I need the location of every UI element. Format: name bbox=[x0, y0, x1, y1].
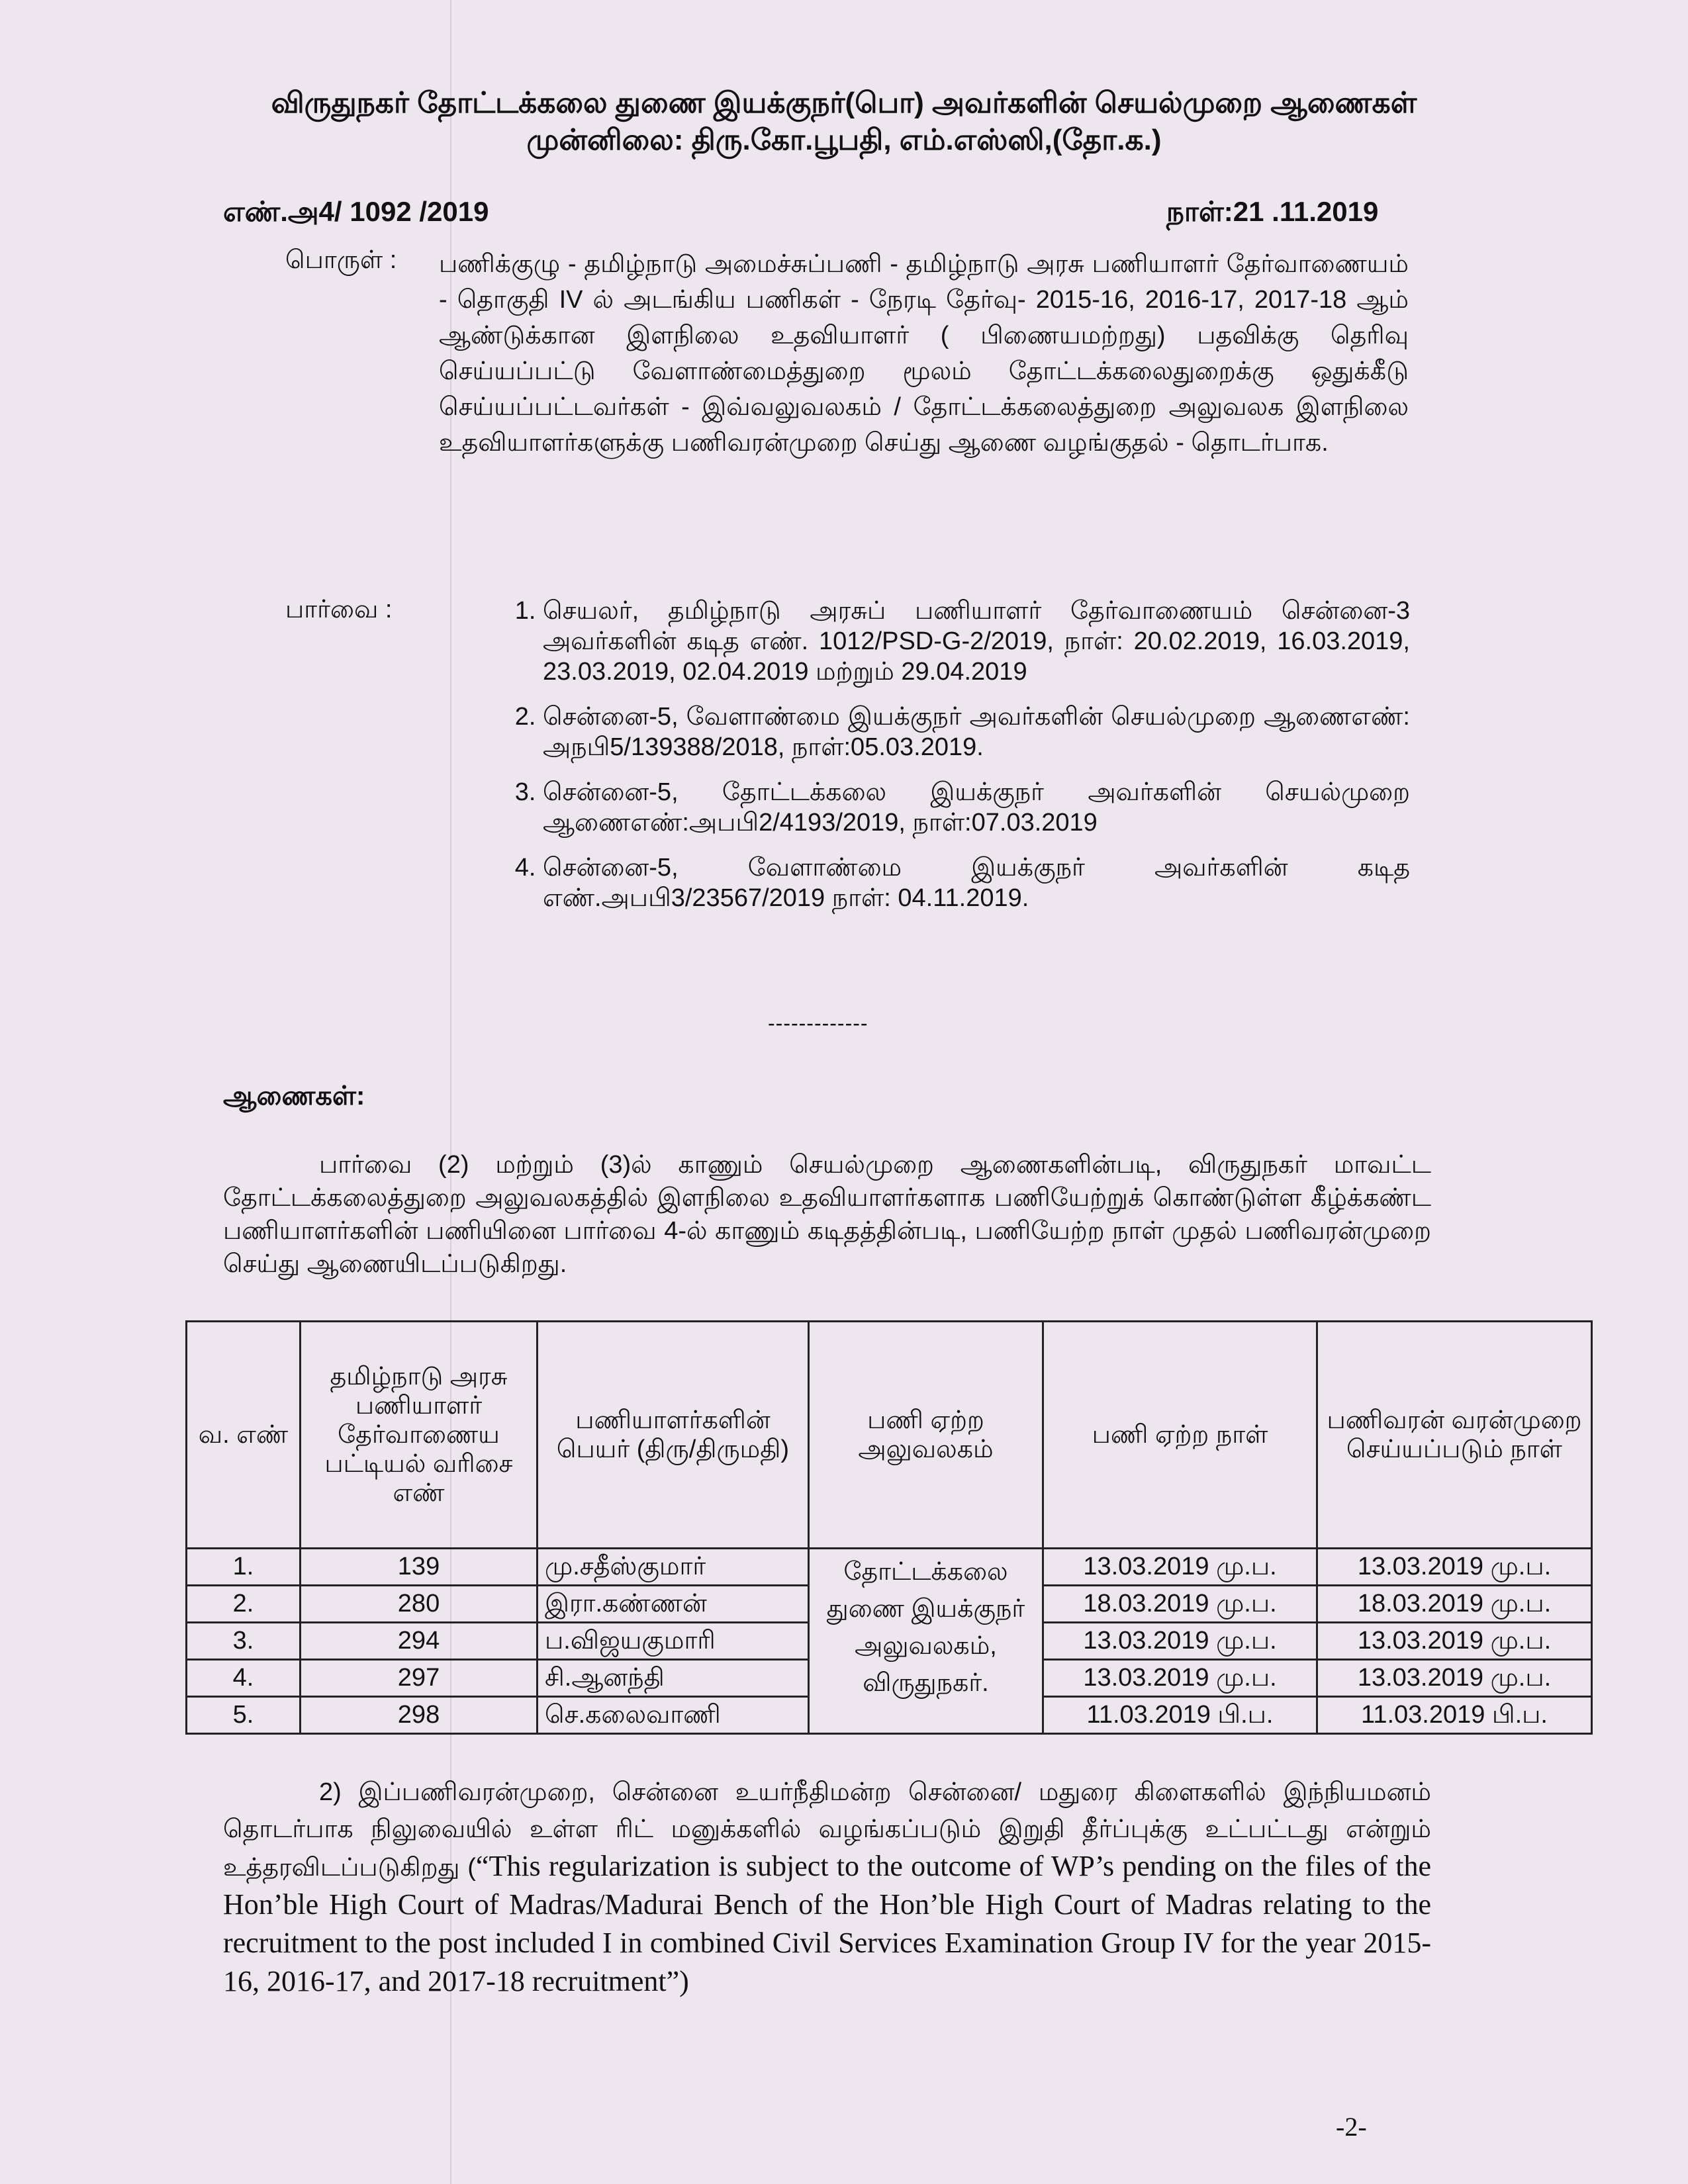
header-rank: தமிழ்நாடு அரசு பணியாளர் தேர்வாணைய பட்டியல் வரிசை எண் bbox=[301, 1322, 538, 1549]
cell-serial: 1. bbox=[187, 1549, 301, 1586]
cell-serial: 5. bbox=[187, 1697, 301, 1734]
cell-name: மு.சதீஸ்குமார் bbox=[538, 1549, 809, 1586]
orders-paragraph-1: பார்வை (2) மற்றும் (3)ல் காணும் செயல்முறை ஆணைகளின்படி, விருதுநகர் மாவட்ட தோட்டக்கலைத்துறை அலுவலகத்தில் இளநிலை உதவியாளர்களாக பணியேற்றுக் கொண்டுள்ள கீழ்க்கண்ட பணியாளர்களின் பணியினை பார்வை 4-ல் காணும் கடிதத்தின்படி, பணியேற்ற நாள் முதல் பணிவரன்முறை செய்து ஆணையிடப்படுகிறது. bbox=[223, 1151, 1431, 1278]
paragraph-2-tamil: 2) இப்பணிவரன்முறை, சென்னை உயர்நீதிமன்ற சென்னை/ மதுரை கிளைகளில் இந்நியமனம் தொடர்பாக நிலுவையில் உள்ள ரிட் மனுக்களில் வழங்கப்படும் இறுதி தீர்ப்புக்கு உட்பட்டது என்றும் உத்தரவிடப்படுகிறது ( bbox=[223, 1778, 1431, 1882]
cell-office: தோட்டக்கலை துணை இயக்குநர் அலுவலகம், விருதுநகர். bbox=[809, 1549, 1043, 1734]
header-joined: பணி ஏற்ற நாள் bbox=[1043, 1322, 1317, 1549]
cell-regularized: 18.03.2019 மு.ப. bbox=[1317, 1586, 1592, 1623]
regularization-table bbox=[185, 1320, 1593, 1735]
header-serial: வ. எண் bbox=[187, 1322, 301, 1549]
cell-rank: 297 bbox=[301, 1660, 538, 1697]
cell-rank: 294 bbox=[301, 1623, 538, 1660]
cell-rank: 298 bbox=[301, 1697, 538, 1734]
references-list bbox=[493, 596, 1410, 928]
table-header-row bbox=[187, 1322, 1592, 1549]
cell-regularized: 13.03.2019 மு.ப. bbox=[1317, 1660, 1592, 1697]
header-name: பணியாளர்களின் பெயர் (திரு/திருமதி) bbox=[538, 1322, 809, 1549]
paragraph-2-english: “This regularization is subject to the outcome of WP’s pending on the files of the Hon’ble High Court of Madras/Madurai Bench of the Hon’ble High Court of Madras relating to the recruitment to the post included I in combined Civil Services Examination Group IV for the year 2015-16, 2016-17, and 2017-18 recruitment”) bbox=[223, 1850, 1431, 1997]
subject-text: பணிக்குழு - தமிழ்நாடு அமைச்சுப்பணி - தமிழ்நாடு அரசு பணியாளர் தேர்வாணையம் - தொகுதி IV ல் அடங்கிய பணிகள் - நேரடி தேர்வு- 2015-16, 2016-17, 2017-18 ஆம் ஆண்டுக்கான இளநிலை உதவியாளர் ( பிணையமற்றது) பதவிக்கு தெரிவு செய்யப்பட்டு வேளாண்மைத்துறை மூலம் தோட்டக்கலைதுறைக்கு ஒதுக்கீடு செய்யப்பட்டவர்கள் - இவ்வலுவலகம் / தோட்டக்கலைத்துறை அலுவலக இளநிலை உதவியாளர்களுக்கு பணிவரன்முறை செய்து ஆணை வழங்குதல் - தொடர்பாக. bbox=[439, 250, 1409, 457]
cell-joined: 13.03.2019 மு.ப. bbox=[1043, 1660, 1317, 1697]
cell-name: சி.ஆனந்தி bbox=[538, 1660, 809, 1697]
document-title: விருதுநகர் தோட்டக்கலை துணை இயக்குநர்(பொ) அவர்களின் செயல்முறை ஆணைகள் bbox=[271, 87, 1417, 119]
separator: ------------- bbox=[768, 1011, 868, 1035]
cell-regularized: 11.03.2019 பி.ப. bbox=[1317, 1697, 1592, 1734]
cell-rank: 139 bbox=[301, 1549, 538, 1586]
cell-joined: 13.03.2019 மு.ப. bbox=[1043, 1623, 1317, 1660]
cell-serial: 3. bbox=[187, 1623, 301, 1660]
presided-by: முன்னிலை: திரு.கோ.பூபதி, எம்.எஸ்ஸி,(தோ.க.) bbox=[526, 124, 1162, 156]
cell-joined: 11.03.2019 பி.ப. bbox=[1043, 1697, 1317, 1734]
cell-regularized: 13.03.2019 மு.ப. bbox=[1317, 1549, 1592, 1586]
reference-item: 4. சென்னை-5, வேளாண்மை இயக்குநர் அவர்களின் கடித எண்.அபபி3/23567/2019 நாள்: 04.11.2019. bbox=[543, 852, 1410, 913]
cell-joined: 18.03.2019 மு.ப. bbox=[1043, 1586, 1317, 1623]
reference-item: 1. செயலர், தமிழ்நாடு அரசுப் பணியாளர் தேர்வாணையம் சென்னை-3 அவர்களின் கடித எண். 1012/PSD-G-2/2019, நாள்: 20.02.2019, 16.03.2019, 23.03.2019, 02.04.2019 மற்றும் 29.04.2019 bbox=[543, 596, 1410, 687]
reference-item: 3. சென்னை-5, தோட்டக்கலை இயக்குநர் அவர்களின் செயல்முறை ஆணைஎண்:அபபி2/4193/2019, நாள்:07.03.2019 bbox=[543, 777, 1410, 838]
orders-heading: ஆணைகள்: bbox=[223, 1081, 365, 1111]
cell-regularized: 13.03.2019 மு.ப. bbox=[1317, 1623, 1592, 1660]
order-date: நாள்:21 .11.2019 bbox=[1166, 196, 1379, 227]
cell-name: செ.கலைவாணி bbox=[538, 1697, 809, 1734]
cell-serial: 4. bbox=[187, 1660, 301, 1697]
cell-serial: 2. bbox=[187, 1586, 301, 1623]
reference-item: 2. சென்னை-5, வேளாண்மை இயக்குநர் அவர்களின் செயல்முறை ஆணைஎண்: அநபி5/139388/2018, நாள்:05.03.2019. bbox=[543, 702, 1410, 762]
header-regularized: பணிவரன் வரன்முறை செய்யப்படும் நாள் bbox=[1317, 1322, 1592, 1549]
reference-number: எண்.அ4/ 1092 /2019 bbox=[223, 196, 489, 227]
subject-label: பொருள் : bbox=[285, 246, 397, 274]
header-office: பணி ஏற்ற அலுவலகம் bbox=[809, 1322, 1043, 1549]
table-row bbox=[187, 1549, 1592, 1586]
cell-joined: 13.03.2019 மு.ப. bbox=[1043, 1549, 1317, 1586]
cell-name: இரா.கண்ணன் bbox=[538, 1586, 809, 1623]
cell-rank: 280 bbox=[301, 1586, 538, 1623]
page-number: -2- bbox=[1336, 2112, 1367, 2142]
cell-name: ப.விஜயகுமாரி bbox=[538, 1623, 809, 1660]
references-label: பார்வை : bbox=[285, 596, 393, 623]
orders-paragraph-2 bbox=[223, 1774, 1431, 2001]
